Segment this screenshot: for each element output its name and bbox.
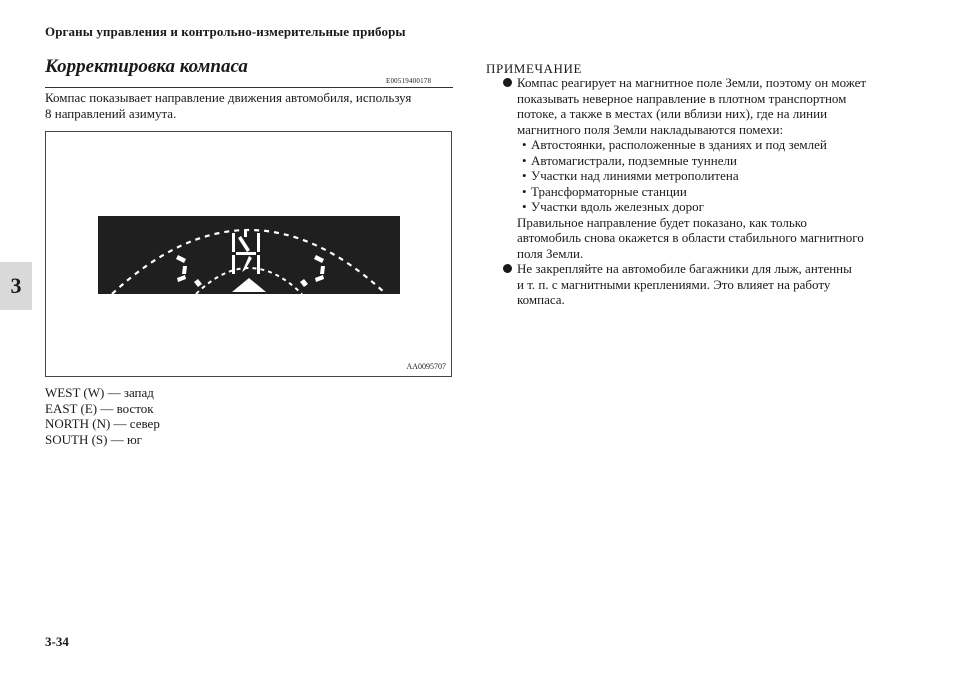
section-code: E00519400178 xyxy=(386,77,432,85)
note-subitem-text: Трансформаторные станции xyxy=(531,183,687,199)
note-subitem xyxy=(517,184,903,200)
note-line: автомобиль снова окажется в области стабильного магнитного xyxy=(517,230,864,245)
intro-line: Компас показывает направление движения автомобиля, используя xyxy=(45,90,412,105)
note-subitem xyxy=(517,199,903,215)
dot-icon: • xyxy=(522,199,527,214)
note-subitem xyxy=(517,168,903,184)
note-paragraph xyxy=(503,261,903,308)
note-line: показывать неверное направление в плотном транспортном xyxy=(517,90,847,106)
note-line: компаса. xyxy=(517,292,565,307)
legend-item: EAST (E) — восток xyxy=(45,400,154,416)
note-subitem xyxy=(517,153,903,169)
legend-item: SOUTH (S) — юг xyxy=(45,431,143,447)
intro-paragraph xyxy=(45,90,455,122)
dot-icon: • xyxy=(522,137,527,152)
figure-code: AA0095707 xyxy=(406,362,446,371)
note-line: Правильное направление будет показано, как только xyxy=(517,214,807,230)
running-header: Органы управления и контрольно-измерительные приборы xyxy=(45,24,406,39)
section-title: Корректировка компаса xyxy=(45,56,248,77)
legend-item: NORTH (N) — север xyxy=(45,416,160,431)
page-number: 3-34 xyxy=(45,634,69,649)
note-line: поля Земли. xyxy=(517,245,584,261)
note-line: Не закрепляйте на автомобиле багажники для лыж, антенны xyxy=(517,261,852,276)
note-line: Компас реагирует на магнитное поле Земли, поэтому он может xyxy=(517,75,867,90)
chapter-tab: 3 xyxy=(0,262,32,310)
note-line: и т. п. с магнитными креплениями. Это влияет на работу xyxy=(517,276,831,292)
note-line: потоке, а также в местах (или вблизи них), где на линии xyxy=(517,106,828,121)
note-line: магнитного поля Земли накладываются помехи: xyxy=(517,121,784,137)
dot-icon: • xyxy=(522,183,527,199)
note-subitem-text: Автомагистрали, подземные туннели xyxy=(531,152,737,168)
note-paragraph xyxy=(503,75,903,261)
dot-icon: • xyxy=(522,168,527,183)
dot-icon: • xyxy=(522,152,527,168)
note-body xyxy=(503,75,903,308)
direction-legend xyxy=(45,385,160,447)
intro-line: 8 направлений азимута. xyxy=(45,106,177,121)
bullet-icon xyxy=(503,264,512,273)
note-subitem-text: Участки над линиями метрополитена xyxy=(531,168,739,183)
note-subitem-text: Участки вдоль железных дорог xyxy=(531,199,704,214)
note-subitem-text: Автостоянки, расположенные в зданиях и под землей xyxy=(531,137,827,152)
note-title: ПРИМЕЧАНИЕ xyxy=(486,61,583,76)
legend-item: WEST (W) — запад xyxy=(45,385,154,400)
compass-display-illustration xyxy=(46,132,451,376)
note-subitem xyxy=(517,137,903,153)
title-rule xyxy=(45,87,453,88)
bullet-icon xyxy=(503,78,512,87)
compass-figure xyxy=(45,131,452,377)
